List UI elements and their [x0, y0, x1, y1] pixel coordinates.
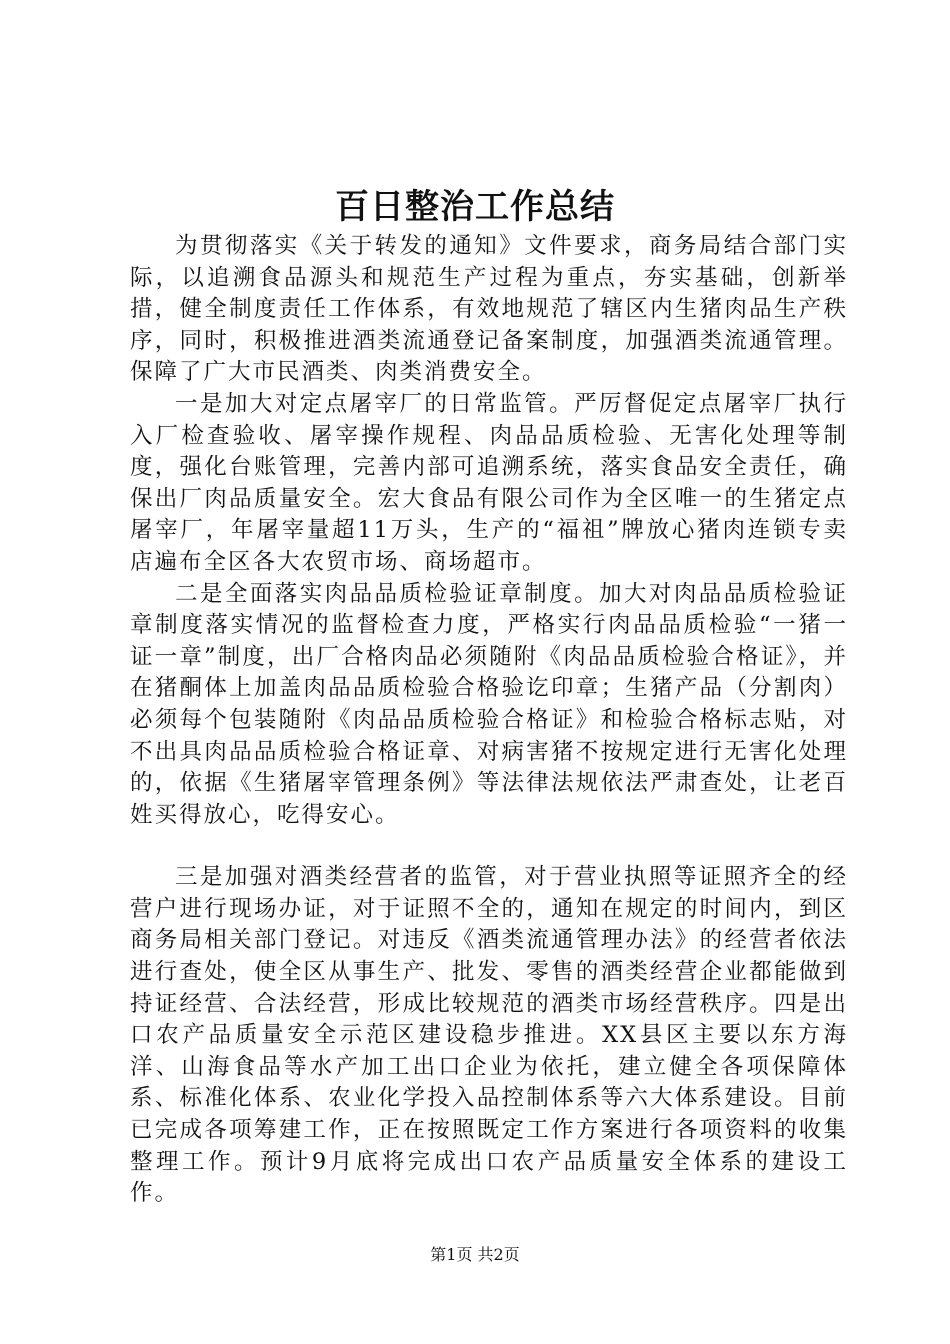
- document-body: [130, 231, 848, 1210]
- paragraph-three: 三是加强对酒类经营者的监管，对于营业执照等证照齐全的经营户进行现场办证，对于证照不全的，通知在规定的时间内，到区商务局相关部门登记。对违反《酒类流通管理办法》的经营者依法进行查处，使全区从事生产、批发、零售的酒类经营企业都能做到持证经营、合法经营，形成比较规范的酒类市场经营秩序。四是出口农产品质量安全示范区建设稳步推进。XX县区主要以东方海洋、山海食品等水产加工出口企业为依托，建立健全各项保障体系、标准化体系、农业化学投入品控制体系等六大体系建设。目前已完成各项筹建工作，正在按照既定工作方案进行各项资料的收集整理工作。预计9月底将完成出口农产品质量安全体系的建设工作。: [130, 864, 848, 1207]
- paragraph-one: 一是加大对定点屠宰厂的日常监管。严厉督促定点屠宰厂执行入厂检查验收、屠宰操作规程、肉品品质检验、无害化处理等制度，强化台账管理，完善内部可追溯系统，落实食品安全责任，确保出厂肉品质量安全。宏大食品有限公司作为全区唯一的生猪定点屠宰厂，年屠宰量超11万头，生产的“福祖”牌放心猪肉连锁专卖店遍布全区各大农贸市场、商场超市。: [130, 390, 848, 575]
- page-footer: 第1页 共2页: [430, 1245, 520, 1264]
- document-title: 百日整治工作总结: [335, 187, 615, 227]
- paragraph-intro: 为贯彻落实《关于转发的通知》文件要求，商务局结合部门实际，以追溯食品源头和规范生产过程为重点，夯实基础，创新举措，健全制度责任工作体系，有效地规范了辖区内生猪肉品生产秩序，同时，积极推进酒类流通登记备案制度，加强酒类流通管理。保障了广大市民酒类、肉类消费安全。: [130, 233, 848, 386]
- paragraph-two: 二是全面落实肉品品质检验证章制度。加大对肉品品质检验证章制度落实情况的监督检查力度，严格实行肉品品质检验“一猪一证一章”制度，出厂合格肉品必须随附《肉品品质检验合格证》，并在猪酮体上加盖肉品品质检验合格验讫印章；生猪产品（分割肉）必须每个包装随附《肉品品质检验合格证》和检验合格标志贴，对不出具肉品品质检验合格证章、对病害猪不按规定进行无害化处理的，依据《生猪屠宰管理条例》等法律法规依法严肃查处，让老百姓买得放心，吃得安心。: [130, 580, 848, 828]
